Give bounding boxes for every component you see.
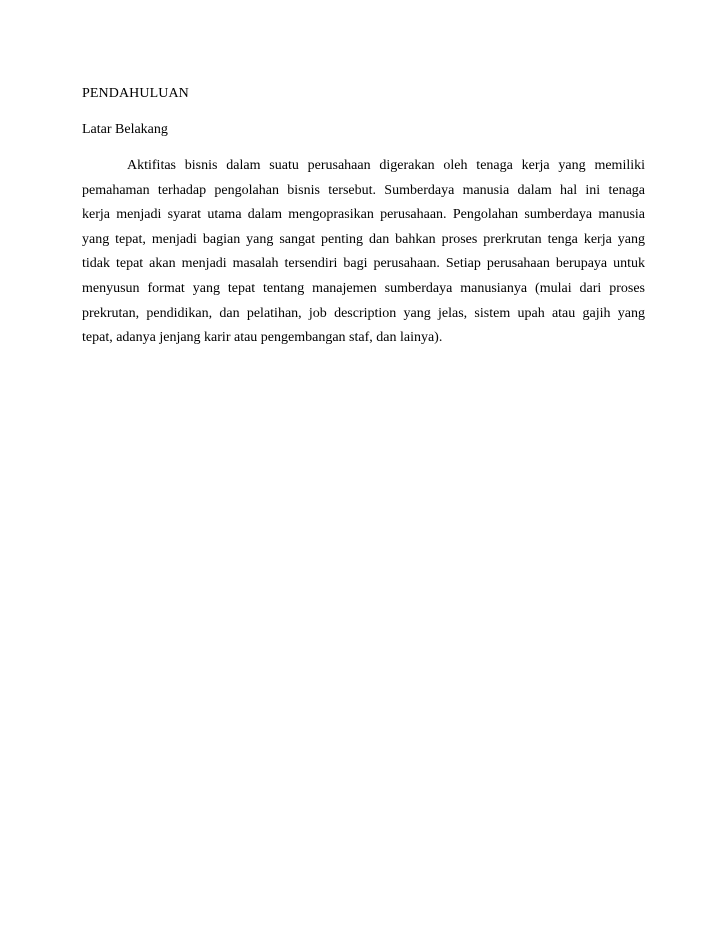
paragraph-line: pemahaman terhadap pengolahan bisnis tersebut. Sumberdaya manusia dalam hal ini tenaga bbox=[82, 182, 645, 198]
body-paragraph bbox=[82, 154, 645, 351]
section-heading: Latar Belakang bbox=[82, 122, 168, 137]
paragraph-line: tepat, adanya jenjang karir atau pengembangan staf, dan lainya). bbox=[82, 330, 443, 346]
paragraph-line: menyusun format yang tepat tentang manajemen sumberdaya manusianya (mulai dari proses bbox=[82, 280, 645, 296]
document-title: PENDAHULUAN bbox=[82, 86, 189, 101]
paragraph-line: tidak tepat akan menjadi masalah tersendiri bagi perusahaan. Setiap perusahaan berupaya untuk bbox=[82, 256, 645, 272]
paragraph-line: Aktifitas bisnis dalam suatu perusahaan digerakan oleh tenaga kerja yang memiliki bbox=[127, 158, 645, 173]
paragraph-line: kerja menjadi syarat utama dalam mengoprasikan perusahaan. Pengolahan sumberdaya manusia bbox=[82, 207, 645, 223]
paragraph-line: yang tepat, menjadi bagian yang sangat penting dan bahkan proses prerkrutan tenga kerja yang bbox=[82, 231, 645, 247]
paragraph-line: prekrutan, pendidikan, dan pelatihan, job description yang jelas, sistem upah atau gajih yang bbox=[82, 305, 645, 321]
